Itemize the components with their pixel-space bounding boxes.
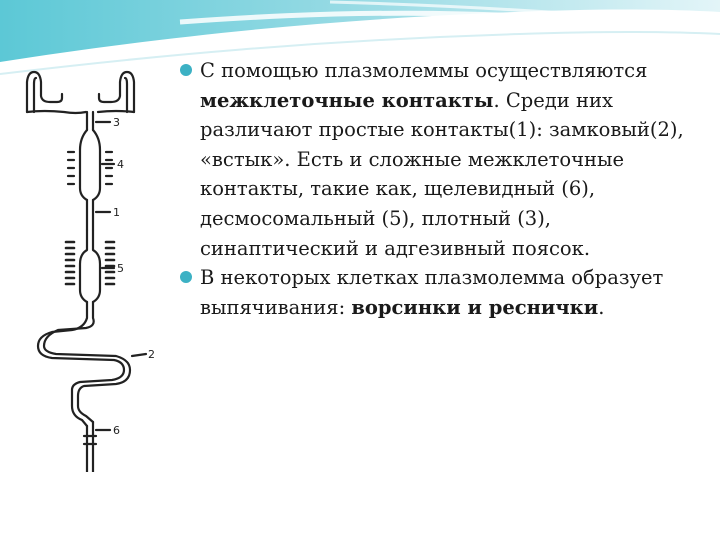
bullet-dot-icon bbox=[180, 271, 192, 283]
figure-label-5: 5 bbox=[117, 262, 124, 275]
bullet-dot-icon bbox=[180, 64, 192, 76]
bullet-text bbox=[200, 263, 695, 322]
bullet-text bbox=[200, 56, 695, 263]
bullet-item bbox=[180, 263, 695, 322]
cell-contacts-diagram bbox=[24, 60, 174, 472]
figure-label-6: 6 bbox=[113, 424, 120, 437]
figure-label-3: 3 bbox=[113, 116, 120, 129]
figure-label-1: 1 bbox=[113, 206, 120, 219]
bullet-bold-term: межклеточные контакты bbox=[200, 88, 494, 112]
bullet-text-part: . bbox=[598, 295, 605, 319]
bullet-text-part: . Среди них различают простые контакты(1): замковый(2), «встык». Есть и сложные межклеточные контакты, такие как, щелевидный (6), десмосомальный (5), плотный (3), синаптический и адгезивный поясок. bbox=[200, 88, 684, 260]
cell-contacts-drawing bbox=[24, 60, 174, 472]
text-column bbox=[180, 56, 695, 322]
bullet-bold-term: ворсинки и реснички bbox=[351, 295, 599, 319]
bullet-text-part: В некоторых клетках плазмолемма образует выпячивания: bbox=[200, 266, 664, 319]
figure-label-4: 4 bbox=[117, 158, 124, 171]
figure-label-2: 2 bbox=[148, 348, 155, 361]
bullet-item bbox=[180, 56, 695, 263]
bullet-text-part: С помощью плазмолеммы осуществляются bbox=[200, 59, 648, 82]
